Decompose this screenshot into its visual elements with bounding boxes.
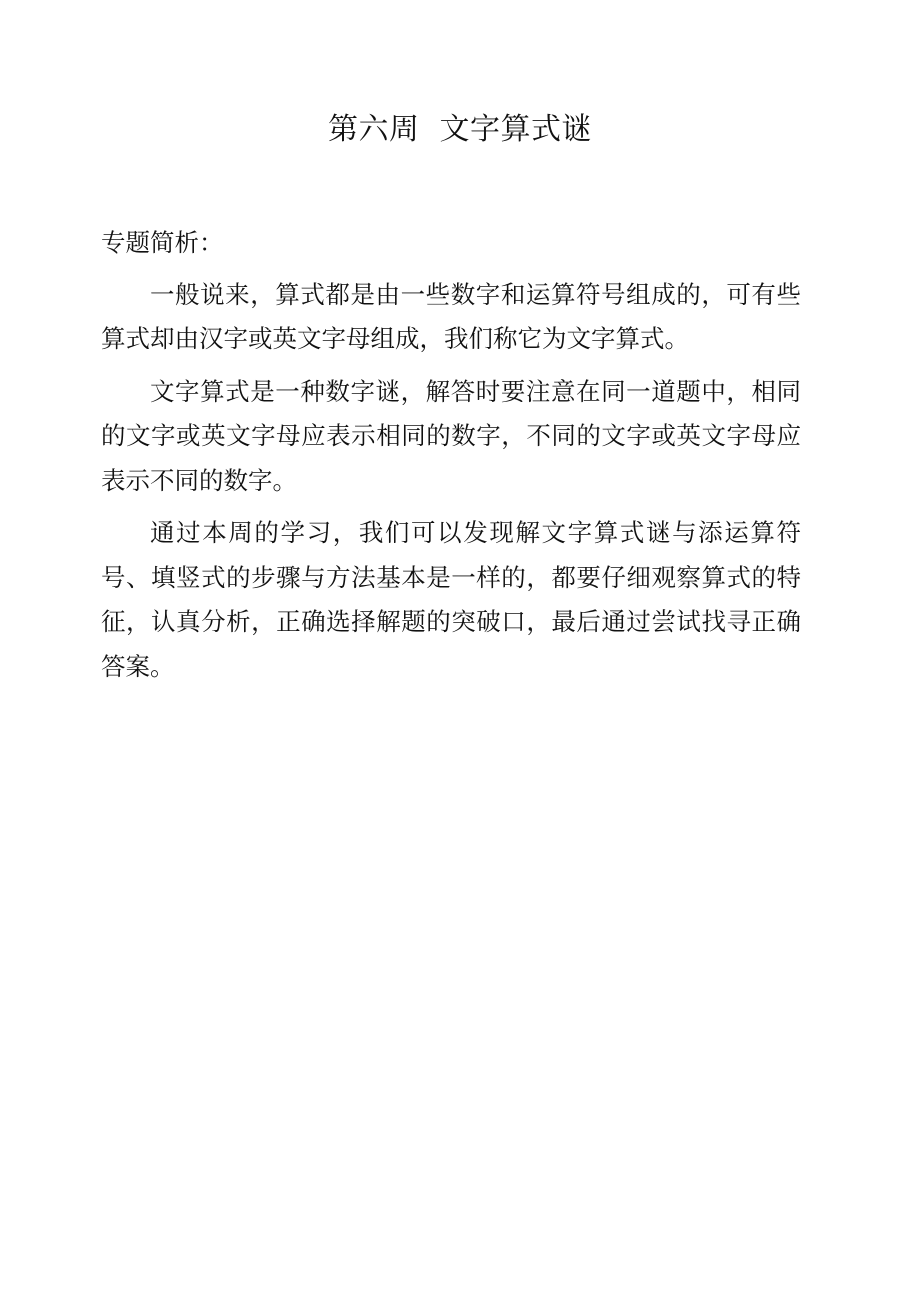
document-body bbox=[101, 221, 801, 697]
paragraph-method: 通过本周的学习，我们可以发现解文字算式谜与添运算符号、填竖式的步骤与方法基本是一样的，都要仔细观察算式的特征，认真分析，正确选择解题的突破口，最后通过尝试找寻正确答案。 bbox=[101, 518, 801, 681]
page-title: 第六周 文字算式谜 bbox=[327, 112, 593, 147]
paragraph-rule: 文字算式是一种数字谜，解答时要注意在同一道题中，相同的文字或英文字母应表示相同的数字，不同的文字或英文字母应表示不同的数字。 bbox=[101, 376, 801, 495]
section-label: 专题简析： bbox=[101, 228, 224, 257]
paragraph-intro: 一般说来，算式都是由一些数字和运算符号组成的，可有些算式却由汉字或英文字母组成，我们称它为文字算式。 bbox=[101, 279, 801, 353]
